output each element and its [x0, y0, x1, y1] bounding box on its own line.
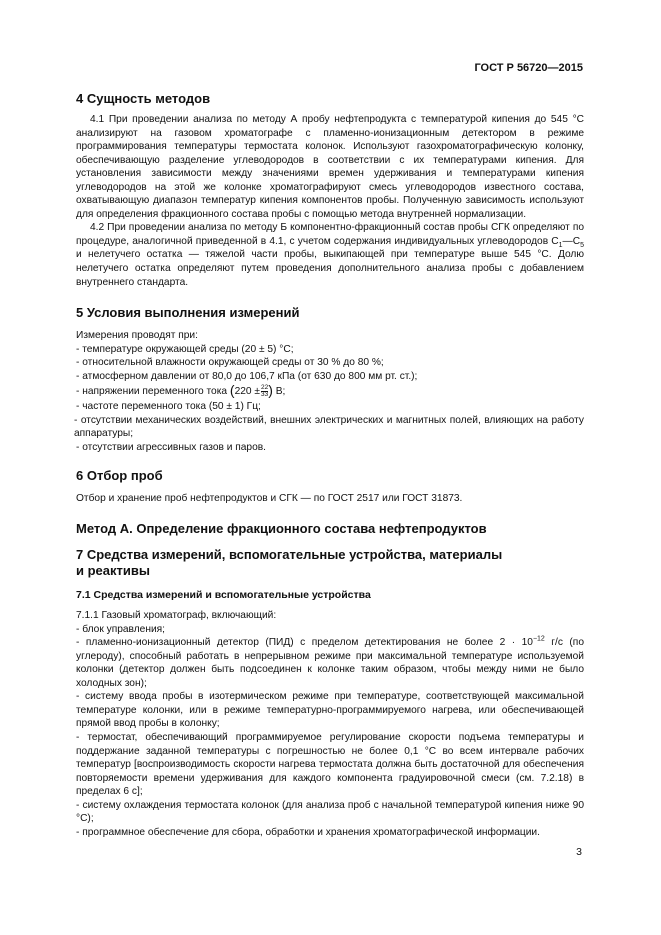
equipment-item: - систему ввода пробы в изотермическом режиме при температуре, соответствующей максимальной температуре колонки, или в режиме температурно-программируемого нагрева, или обеспечивающей прямой ввод пробы в колонку; [76, 691, 584, 730]
paragraph-7-1-1: 7.1.1 Газовый хроматограф, включающий: [76, 610, 277, 622]
equipment-item-detector: - пламенно-ионизационный детектор (ПИД) с пределом детектирования не более $2 \cdot 10^{-12}$ г/с (по углероду), способный работать в непрерывном режиме при максимальной температуре используемой колонки (детектор должен быть подсоединен к колонке таким образом, чтобы между ними не было холодных зон); [76, 635, 584, 689]
page-number: 3 [576, 846, 582, 858]
condition-item: - атмосферном давлении от 80,0 до 106,7 кПа (от 630 до 800 мм рт. ст.); [76, 370, 418, 382]
conditions-intro: Измерения проводят при: [76, 330, 198, 342]
condition-item: - отсутствии механических воздействий, внешних электрических и магнитных полей, влияющих на работу аппаратуры; [74, 414, 584, 440]
page-content [76, 91, 584, 839]
section-4-title: 4 Сущность методов [76, 91, 211, 106]
equipment-item: - блок управления; [76, 623, 166, 635]
condition-item: - отсутствии агрессивных газов и паров. [76, 441, 266, 453]
sampling-text: Отбор и хранение проб нефтепродуктов и СГК — по ГОСТ 2517 или ГОСТ 31873. [76, 493, 463, 505]
equipment-item: - систему охлаждения термостата колонок (для анализа проб с начальной температурой кипения ниже 90 °С); [76, 799, 584, 825]
condition-item-voltage: - напряжении переменного тока (220 ± $\frac{22}{33}$ ) В; [76, 382, 286, 399]
section-6-title: 6 Отбор проб [76, 468, 163, 484]
section-5-title: 5 Условия выполнения измерений [76, 305, 300, 321]
condition-item: - частоте переменного тока (50 ± 1) Гц; [76, 401, 261, 413]
paragraph-4-1: 4.1 При проведении анализа по методу А пробу нефтепродукта с температурой кипения до 545 °С анализируют на газовом хроматографе с пламенно-ионизационным детектором в режиме программирования температуры термостата колонок. Используют газохроматографическую колонку, обеспечивающую разделение углеводородов в соответствии с их температурами кипения. Для установления зависимости между значениями времен удерживания и температурами кипения углеводородов на этой же колонке хроматографируют смесь углеводородов известного состава, охватывающую диапазон температур кипения компонентов пробы. Полученную зависимость используют для определения фракционного состава пробы с помощью метода внутренней нормализации. [76, 114, 584, 220]
paragraph-4-2: 4.2 При проведении анализа по методу Б компонентно-фракционный состав пробы СГК определяют по процедуре, аналогичной приведенной в 4.1, с учетом содержания индивидуальных углеводородов $С_1—С_5$ и нелетучего остатка — тяжелой части пробы, выкипающей при температуре выше 545 °С. Долю нелетучего остатка определяют путем проведения дополнительного анализа пробы с добавлением внутреннего стандарта. [76, 222, 584, 288]
condition-item: - температуре окружающей среды (20 ± 5) °С; [76, 343, 294, 355]
method-a-title: Метод А. Определение фракционного состава нефтепродуктов [76, 521, 487, 537]
condition-item: - относительной влажности окружающей среды от 30 % до 80 %; [76, 357, 384, 369]
equipment-item: - программное обеспечение для сбора, обработки и хранения хроматографической информации. [76, 826, 540, 838]
subsection-7-1-title: 7.1 Средства измерений и вспомогательные устройства [76, 589, 371, 602]
document-header: ГОСТ Р 56720—2015 [474, 62, 583, 74]
equipment-item: - термостат, обеспечивающий программируемое регулирование скорости подъема температуры и поддержание заданной температуры с погрешностью не более 0,1 °С во всем интервале рабочих температур [воспроизводимость скорости нагрева термостата должна быть достаточной для обеспечения повторяемости времени удерживания для каждого компонента градуировочной смеси (см. 7.2.18) в пределах 6 с]; [76, 731, 584, 798]
section-7-title: 7 Средства измерений, вспомогательные устройства, материалы и реактивы [76, 547, 503, 579]
